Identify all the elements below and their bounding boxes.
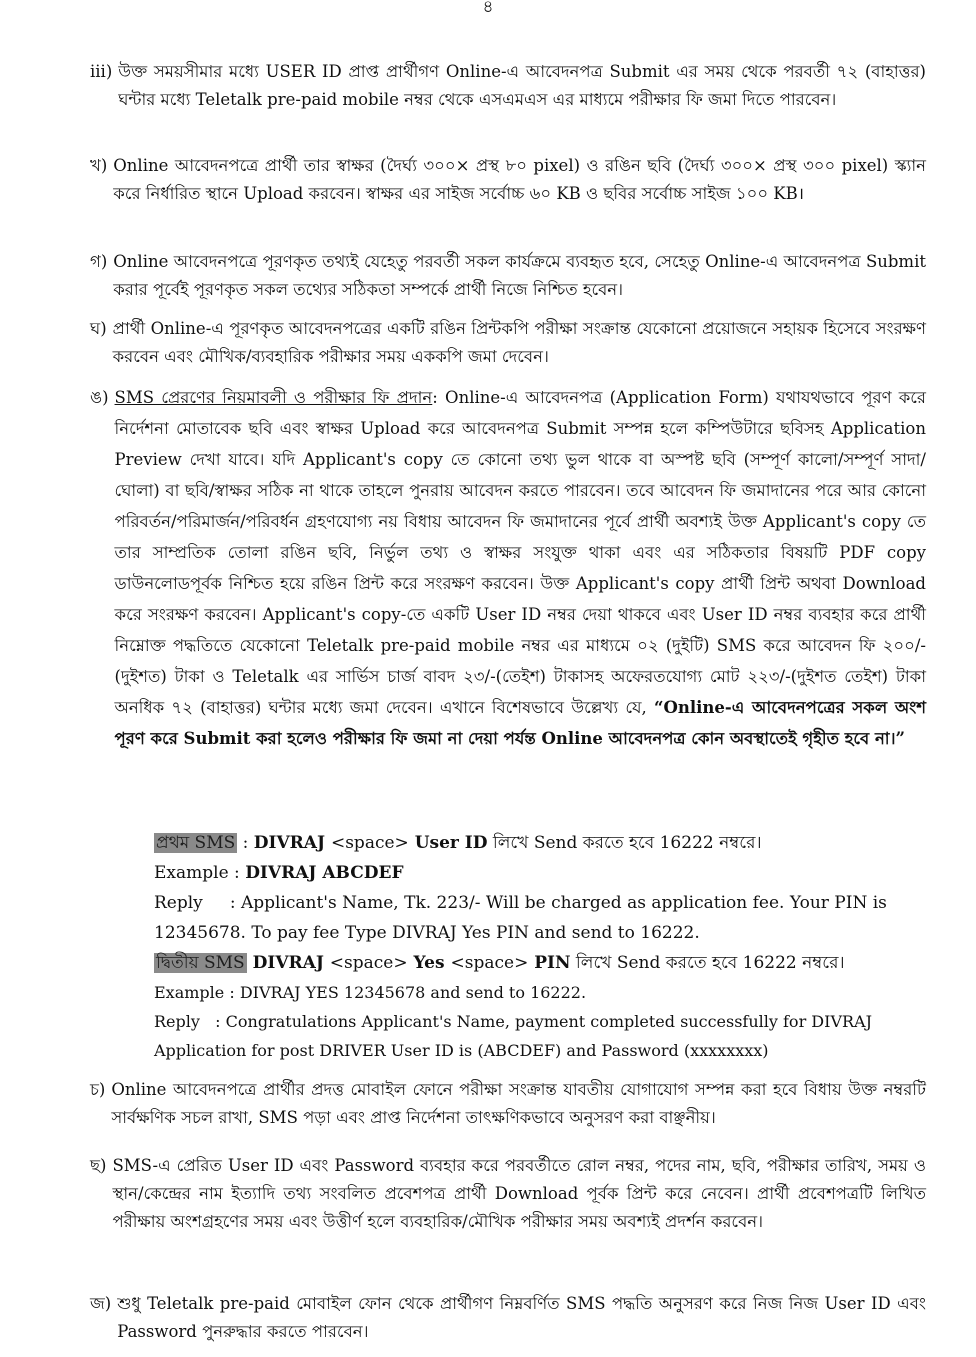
- item-kha: [90, 152, 926, 208]
- first-sms-line: [154, 828, 924, 858]
- item-label: ছ): [90, 1156, 107, 1175]
- item-label: জ): [90, 1294, 112, 1313]
- item-text: শুধু Teletalk pre-paid মোবাইল ফোন থেকে প্রার্থীগণ নিম্নবর্ণিত SMS পদ্ধতি অনুসরণ করে নিজ নিজ User ID এবং Password পুনরুদ্ধার করতে পারবেন।: [117, 1294, 926, 1341]
- space-token: <space>: [330, 833, 409, 853]
- second-sms-line: [154, 948, 924, 978]
- item-ga: [90, 248, 926, 304]
- first-sms-label: প্রথম SMS: [156, 833, 236, 853]
- first-sms-cmd-b: User ID: [408, 833, 488, 853]
- heading-colon: :: [432, 388, 438, 407]
- sms-block: [154, 828, 924, 1065]
- space-token: <space>: [450, 953, 529, 973]
- example2-line: [154, 978, 924, 1007]
- second-sms-cmd-a: DIVRAJ: [246, 953, 330, 973]
- reply2-line: [154, 1007, 924, 1065]
- item-text: উক্ত সময়সীমার মধ্যে USER ID প্রাপ্ত প্রার্থীগণ Online-এ আবেদনপত্র Submit এর সময় থেকে পরবর্তী ৭২ (বাহাত্তর) ঘন্টার মধ্যে Teletalk pre-paid mobile নম্বর থেকে এসএমএস এর মাধ্যমে পরীক্ষার ফি জমা দিতে পারবেন।: [118, 62, 926, 109]
- item-text: SMS-এ প্রেরিত User ID এবং Password ব্যবহার করে পরবর্তীতে রোল নম্বর, পদের নাম, ছবি, পরীক্ষার তারিখ, সময় ও স্থান/কেন্দ্রের নাম ইত্যাদি তথ্য সংবলিত প্রবেশপত্র প্রার্থী Download পূর্বক প্রিন্ট করে নেবেন। প্রার্থী প্রবেশপত্রটি লিখিত পরীক্ষায় অংশগ্রহণের সময় এবং উত্তীর্ণ হলে ব্যবহারিক/মৌখিক পরীক্ষার সময় অবশ্যই প্রদর্শন করবেন।: [112, 1156, 926, 1231]
- second-sms-cmd-c: PIN: [528, 953, 571, 973]
- example1-line: [154, 858, 924, 888]
- item-label: ঘ): [90, 319, 107, 338]
- example1-label: Example: [154, 863, 229, 883]
- reply1-label: Reply: [154, 893, 203, 913]
- item-label: iii): [90, 62, 113, 81]
- first-sms-tail: লিখে Send করতে হবে 16222 নম্বরে।: [487, 833, 762, 853]
- item-text: Online-এ আবেদনপত্র (Application Form) যথাযথভাবে পূরণ করে নির্দেশনা মোতাবেক ছবি এবং স্বাক্ষর Upload করে আবেদনপত্র Submit সম্পন্ন হলে কম্পিউটারে ছবিসহ Application Preview দেখা যাবে। যদি Applicant's copy তে কোনো তথ্য ভুল থাকে বা অস্পষ্ট ছবি (সম্পূর্ণ কালো/সম্পূর্ণ সাদা/ঘোলা) বা ছবি/স্বাক্ষর সঠিক না থাকে তাহলে পুনরায় আবেদন করতে পারবেন। তবে আবেদন ফি জমাদানের পরে আর কোনো পরিবর্তন/পরিমার্জন/পরিবর্ধন গ্রহণযোগ্য নয় বিধায় আবেদন ফি জমাদানের পূর্বে প্রার্থী অবশ্যই উক্ত Applicant's copy তে তার সাম্প্রতিক তোলা রঙিন ছবি, নির্ভুল তথ্য ও স্বাক্ষর সংযুক্ত থাকা এবং এর সঠিকতার বিষয়টি PDF copy ডাউনলোডপূর্বক নিশ্চিত হয়ে রঙিন প্রিন্ট করে সংরক্ষণ করবেন। উক্ত Applicant's copy প্রার্থী প্রিন্ট অথবা Download করে সংরক্ষণ করবেন। Applicant's copy-তে একটি User ID নম্বর দেয়া থাকবে এবং User ID নম্বর ব্যবহার করে প্রার্থী নিম্নোক্ত পদ্ধতিতে যেকোনো Teletalk pre-paid mobile নম্বর এর মাধ্যমে ০২ (দুইটি) SMS করে আবেদন ফি ২০০/-(দুইশত) টাকা ও Teletalk এর সার্ভিস চার্জ বাবদ ২৩/-(তেইশ) টাকাসহ অফেরতযোগ্য মোট ২২৩/-(দুইশত তেইশ) টাকা অনধিক ৭২ (বাহাত্তর) ঘন্টার মধ্যে জমা দেবেন। এখানে বিশেষভাবে উল্লেখ্য যে,: [114, 388, 927, 717]
- item-label: গ): [90, 252, 108, 271]
- reply1-text: : Applicant's Name, Tk. 223/- Will be charged as application fee. Your PIN is 12345678. To pay fee Type DIVRAJ Yes PIN and send to 16222.: [154, 893, 887, 943]
- item-text: Online আবেদনপত্রে প্রার্থীর প্রদত্ত মোবাইল ফোনে পরীক্ষা সংক্রান্ত যাবতীয় যোগাযোগ সম্পন্ন করা হবে বিধায় উক্ত নম্বরটি সার্বক্ষণিক সচল রাখা, SMS পড়া এবং প্রাপ্ত নির্দেশনা তাৎক্ষণিকভাবে অনুসরণ করা বাঞ্ছনীয়।: [111, 1080, 926, 1127]
- item-label: ঙ): [90, 388, 109, 407]
- item-chha: [90, 1152, 926, 1236]
- reply1-line: [154, 888, 924, 948]
- example1-sep: :: [228, 863, 246, 883]
- first-sms-sep: :: [237, 833, 254, 853]
- item-text-block: [115, 382, 926, 754]
- reply2-label: Reply: [154, 1012, 200, 1031]
- first-sms-cmd-a: DIVRAJ: [253, 833, 331, 853]
- second-sms-tail: লিখে Send করতে হবে 16222 নম্বরে।: [570, 953, 845, 973]
- example2-text: : DIVRAJ YES 12345678 and send to 16222.: [224, 983, 587, 1002]
- item-cha: [90, 1076, 926, 1132]
- second-sms-label: দ্বিতীয় SMS: [156, 953, 245, 973]
- item-label: চ): [90, 1080, 106, 1099]
- example2-label: Example: [154, 983, 225, 1002]
- item-iii: [90, 58, 926, 114]
- page-number: ৪: [482, 0, 494, 17]
- second-sms-cmd-b: Yes: [407, 953, 451, 973]
- space-token: <space>: [329, 953, 408, 973]
- item-ja: [90, 1290, 926, 1346]
- item-text: Online আবেদনপত্রে প্রার্থী তার স্বাক্ষর (দৈর্ঘ্য ৩০০× প্রস্থ ৮০ pixel) ও রঙিন ছবি (দৈর্ঘ্য ৩০০× প্রস্থ ৩০০ pixel) স্ক্যান করে নির্ধারিত স্থানে Upload করবেন। স্বাক্ষর এর সাইজ সর্বোচ্চ ৬০ KB ও ছবির সর্বোচ্চ সাইজ ১০০ KB।: [113, 156, 926, 203]
- item-label: খ): [90, 156, 108, 175]
- example1-value: DIVRAJ ABCDEF: [245, 863, 404, 883]
- important-quote: “Online-এ আবেদনপত্রের সকল অংশ পূরণ করে Submit করা হলেও পরীক্ষার ফি জমা না দেয়া পর্যন্ত Online আবেদনপত্র কোন অবস্থাতেই গৃহীত হবে না।”: [114, 698, 926, 748]
- reply2-text: : Congratulations Applicant's Name, payment completed successfully for DIVRAJ Application for post DRIVER User ID is (ABCDEF) and Password (xxxxxxxx): [154, 1012, 873, 1060]
- item-uma: [90, 382, 926, 754]
- item-text: Online আবেদনপত্রে পূরণকৃত তথ্যই যেহেতু পরবর্তী সকল কার্যক্রমে ব্যবহৃত হবে, সেহেতু Online-এ আবেদনপত্র Submit করার পূর্বেই পূরণকৃত সকল তথ্যের সঠিকতা সম্পর্কে প্রার্থী নিজে নিশ্চিত হবেন।: [113, 252, 926, 299]
- section-heading: SMS প্রেরণের নিয়মাবলী ও পরীক্ষার ফি প্রদান: [114, 388, 433, 407]
- item-text: প্রার্থী Online-এ পূরণকৃত আবেদনপত্রের একটি রঙিন প্রিন্টকপি পরীক্ষা সংক্রান্ত যেকোনো প্রয়োজনে সহায়ক হিসেবে সংরক্ষণ করবেন এবং মৌখিক/ব্যবহারিক পরীক্ষার সময় এককপি জমা দেবেন।: [112, 319, 926, 366]
- item-gha: [90, 315, 926, 371]
